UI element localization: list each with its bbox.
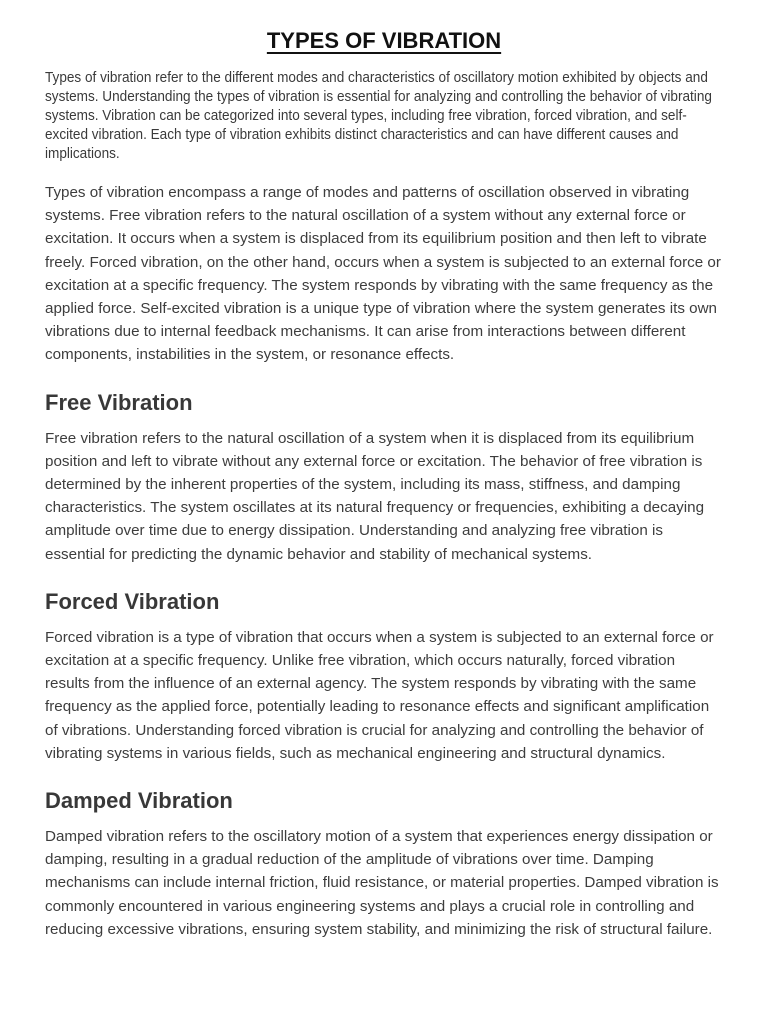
section-heading-free-vibration: Free Vibration bbox=[45, 389, 193, 415]
overview-paragraph: Types of vibration encompass a range of modes and patterns of oscillation observed in vibrating systems. Free vibration refers to the natural oscillation of a system without any external force or excitation. It occurs when a system is displaced from its equilibrium position and then left to vibrate freely. Forced vibration, on the other hand, occurs when a system is subjected to an external force or excitation at a specific frequency. The system responds by vibrating with the same frequency as the applied force. Self-excited vibration is a unique type of vibration where the system generates its own vibrations due to internal feedback mechanisms. It can arise from interactions between different components, instabilities in the system, or resonance effects. bbox=[45, 184, 721, 364]
section-heading-damped-vibration: Damped Vibration bbox=[45, 788, 233, 814]
page-title: TYPES OF VIBRATION bbox=[266, 28, 502, 53]
section-body-damped-vibration: Damped vibration refers to the oscillatory motion of a system that experiences energy dissipation or damping, resulting in a gradual reduction of the amplitude of vibrations over time. Damping mechanisms can include internal friction, fluid resistance, or material properties. Damped vibration is commonly encountered in various engineering systems and plays a crucial role in controlling and reducing excessive vibrations, ensuring system stability, and minimizing the risk of structural failure. bbox=[45, 828, 719, 938]
section-heading-forced-vibration: Forced Vibration bbox=[45, 588, 220, 614]
section-body-forced-vibration: Forced vibration is a type of vibration that occurs when a system is subjected to an external force or excitation at a specific frequency. Unlike free vibration, which occurs naturally, forced vibration results from the influence of an external agency. The system responds by vibrating with the same frequency as the applied force, potentially leading to resonance effects and significant amplification of vibrations. Understanding forced vibration is crucial for analyzing and controlling the behavior of vibrating systems in various fields, such as mechanical engineering and structural dynamics. bbox=[45, 628, 714, 762]
intro-paragraph: Types of vibration refer to the different modes and characteristics of oscillatory motion exhibited by objects and systems. Understanding the types of vibration is essential for analyzing and controlling the behavior of vibrating systems. Vibration can be categorized into several types, including free vibration, forced vibration, and self-excited vibration. Each type of vibration exhibits distinct characteristics and can have different causes and implications. bbox=[45, 70, 712, 162]
section-body-free-vibration: Free vibration refers to the natural oscillation of a system when it is displaced from its equilibrium position and left to vibrate without any external force or excitation. The behavior of free vibration is determined by the inherent properties of the system, including its mass, stiffness, and damping characteristics. The system oscillates at its natural frequency or frequencies, exhibiting a decaying amplitude over time due to energy dissipation. Understanding and analyzing free vibration is essential for predicting the dynamic behavior and stability of mechanical systems. bbox=[45, 429, 705, 563]
